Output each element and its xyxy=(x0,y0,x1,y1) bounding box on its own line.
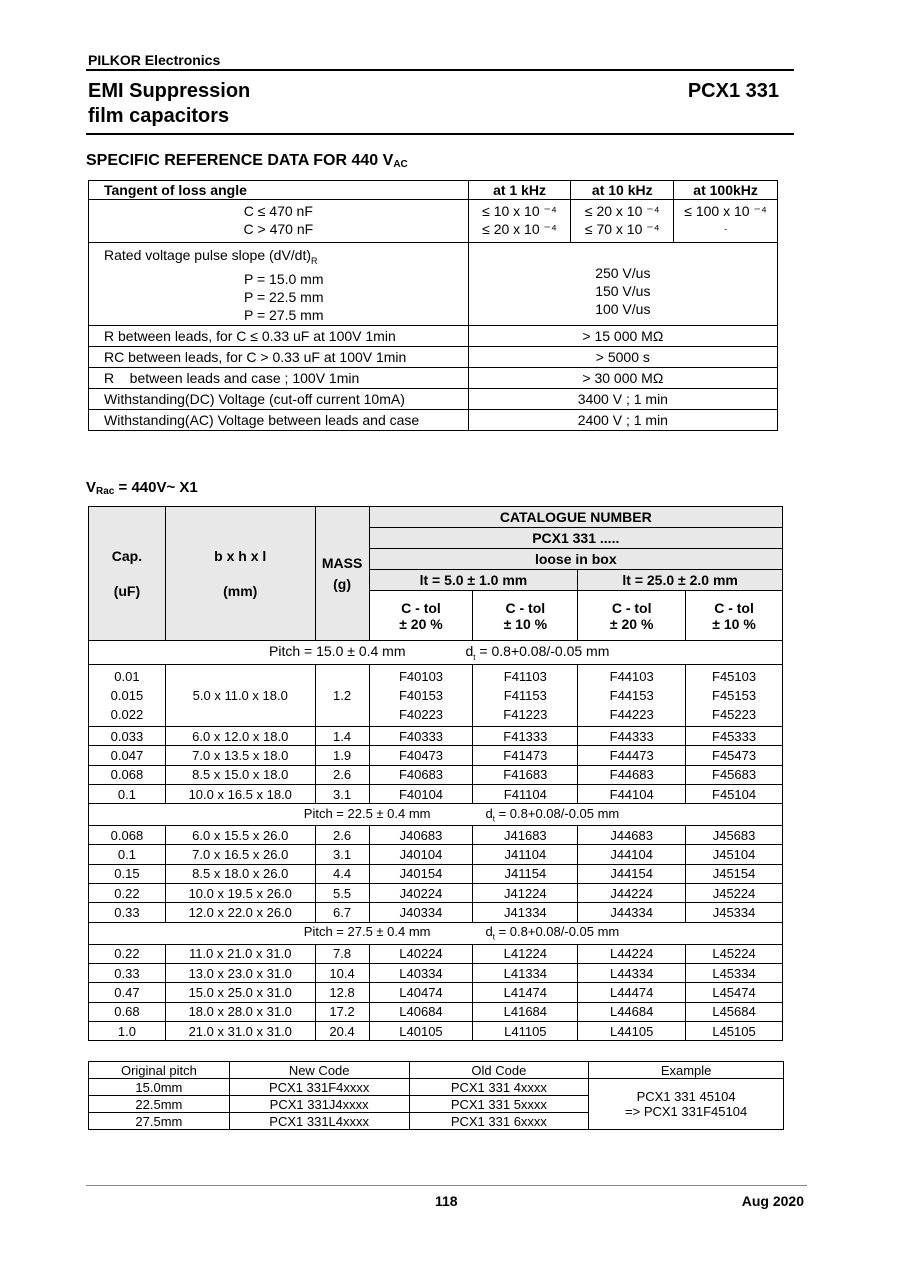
header-tol-20: C - tol ± 20 % xyxy=(578,591,686,641)
pitch-label: Pitch = 15.0 ± 0.4 mm xyxy=(269,643,406,660)
code-conversion-table xyxy=(88,1061,784,1130)
spec-row-label: Withstanding(AC) Voltage between leads and case xyxy=(89,409,469,430)
header-tol-10: C - tol ± 10 % xyxy=(473,591,578,641)
spec-header-10khz: at 10 kHz xyxy=(571,181,674,200)
pulse-values xyxy=(468,243,777,326)
header-mass-unit: (g) xyxy=(333,576,352,592)
tan-value: ≤ 20 x 10 ⁻⁴ xyxy=(584,203,660,219)
header-rule-top xyxy=(86,69,794,71)
pulse-value: 150 V/us xyxy=(595,283,651,299)
table-row: 0.15 8.5 x 18.0 x 26.0 4.4 J40154 J41154 J44154 J45154 xyxy=(89,864,783,883)
header-lead-length-25: lt = 25.0 ± 2.0 mm xyxy=(578,570,783,591)
company-name: PILKOR Electronics xyxy=(88,52,221,68)
header-dim-label: b x h x l xyxy=(214,547,267,564)
code-header: Old Code xyxy=(409,1062,589,1079)
header-mass-label: MASS xyxy=(321,555,363,571)
code-header: Example xyxy=(589,1062,784,1079)
table-row: 0.068 8.5 x 15.0 x 18.0 2.6 F40683 F41683 F44683 F45683 xyxy=(89,765,783,784)
page-number: 118 xyxy=(435,1193,458,1209)
tan-labels xyxy=(89,200,469,243)
pitch-row xyxy=(89,641,783,665)
header-dim-unit: (mm) xyxy=(223,582,258,599)
pitch-row xyxy=(89,804,783,826)
spec-row xyxy=(89,367,778,388)
tan-100khz xyxy=(674,200,778,243)
pitch-label: Pitch = 22.5 ± 0.4 mm xyxy=(303,805,431,821)
code-row: 27.5mm PCX1 331L4xxxx PCX1 331 6xxxx xyxy=(89,1113,784,1130)
spec-row-label: RC between leads, for C > 0.33 uF at 100V 1min xyxy=(89,346,469,367)
pitch-row xyxy=(89,922,783,944)
code-header-row xyxy=(89,1062,784,1079)
table-row: 0.33 12.0 x 22.0 x 26.0 6.7 J40334 J41334 J44334 J45334 xyxy=(89,903,783,922)
table-row: 0.1 10.0 x 16.5 x 18.0 3.1 F40104 F41104 F44104 F45104 xyxy=(89,784,783,803)
table-row: 1.0 21.0 x 31.0 x 31.0 20.4 L40105 L41105 L44105 L45105 xyxy=(89,1021,783,1040)
tan-value: ≤ 70 x 10 ⁻⁴ xyxy=(584,221,660,237)
spec-header-tangent: Tangent of loss angle xyxy=(89,181,469,200)
table-row: 0.068 6.0 x 15.5 x 26.0 2.6 J40683 J41683 J44683 J45683 xyxy=(89,826,783,845)
pulse-pitch: P = 27.5 mm xyxy=(244,306,324,323)
table-row-merged xyxy=(89,665,783,727)
table-row: 0.22 11.0 x 21.0 x 31.0 7.8 L40224 L41224 L44224 L45224 xyxy=(89,944,783,963)
code-header: New Code xyxy=(229,1062,409,1079)
spec-row-label: R between leads, for C ≤ 0.33 uF at 100V 1min xyxy=(89,325,469,346)
document-title-line1: EMI Suppression xyxy=(88,80,251,102)
spec-table xyxy=(88,180,778,431)
spec-row-value: 3400 V ; 1 min xyxy=(468,388,777,409)
code-example: PCX1 331 45104 => PCX1 331F45104 xyxy=(589,1079,784,1130)
code-values: F40103 F40153 F40223 xyxy=(369,665,473,727)
document-title-line2: film capacitors xyxy=(88,105,230,127)
header-cap-unit: (uF) xyxy=(113,582,141,599)
spec-row xyxy=(89,346,778,367)
tan-rows xyxy=(89,200,778,243)
pulse-pitch: P = 22.5 mm xyxy=(244,288,324,305)
code-row: 22.5mm PCX1 331J4xxxx PCX1 331 5xxxx xyxy=(89,1096,784,1113)
code-header: Original pitch xyxy=(89,1062,230,1079)
table-row: 0.22 10.0 x 19.5 x 26.0 5.5 J40224 J41224 J44224 J45224 xyxy=(89,884,783,903)
code-values: F44103 F44153 F44223 xyxy=(578,665,686,727)
tan-label: C > 470 nF xyxy=(243,221,314,237)
table-row: 0.033 6.0 x 12.0 x 18.0 1.4 F40333 F41333 F44333 F45333 xyxy=(89,727,783,746)
pulse-value: 250 V/us xyxy=(595,265,651,281)
spec-row-label: Withstanding(DC) Voltage (cut-off current 10mA) xyxy=(89,388,469,409)
header-rule-bottom xyxy=(86,133,794,135)
pulse-label: Rated voltage pulse slope $(dV/dt)_R$ xyxy=(104,247,318,266)
spec-header-100khz: at 100kHz xyxy=(674,181,778,200)
spec-row-value: > 30 000 MΩ xyxy=(468,367,777,388)
spec-row-value: 2400 V ; 1 min xyxy=(468,409,777,430)
pitch-label: Pitch = 27.5 ± 0.4 mm xyxy=(303,924,431,940)
code-values: F45103 F45153 F45223 xyxy=(686,665,783,727)
header-tol-10: C - tol ± 10 % xyxy=(686,591,783,641)
catalogue-table xyxy=(88,506,783,1041)
tan-value: ≤ 20 x 10 ⁻⁴ xyxy=(482,221,557,237)
pulse-row xyxy=(89,243,778,326)
lead-diameter: $d_t = 0.8+0.08/-0.05$ mm xyxy=(465,643,610,662)
dim-value: 5.0 x 11.0 x 18.0 xyxy=(165,665,315,727)
spec-row-label: R between leads and case ; 100V 1min xyxy=(89,367,469,388)
publication-date: Aug 2020 xyxy=(741,1193,804,1209)
header-packing: loose in box xyxy=(369,549,782,570)
tan-value: - xyxy=(724,224,728,234)
pulse-pitch: P = 15.0 mm xyxy=(244,270,324,287)
spec-heading: SPECIFIC REFERENCE DATA FOR 440 $V_{AC}$ xyxy=(86,152,408,170)
header-catalogue-number: CATALOGUE NUMBER xyxy=(369,507,782,528)
cap-values: 0.01 0.015 0.022 xyxy=(89,665,166,727)
code-values: F41103 F41153 F41223 xyxy=(473,665,578,727)
header-cap-label: Cap. xyxy=(111,547,143,564)
catalogue-heading: $V_{Rac}$ = 440V~ X1 xyxy=(86,479,198,497)
tan-label: C ≤ 470 nF xyxy=(243,203,313,219)
footer-rule xyxy=(86,1185,807,1186)
header-lead-length-5: lt = 5.0 ± 1.0 mm xyxy=(369,570,578,591)
tan-1khz xyxy=(468,200,571,243)
header-tol-20: C - tol ± 20 % xyxy=(369,591,473,641)
header-cap xyxy=(89,507,166,641)
spec-header-1khz: at 1 kHz xyxy=(468,181,571,200)
table-row: 0.47 15.0 x 25.0 x 31.0 12.8 L40474 L41474 L44474 L45474 xyxy=(89,983,783,1002)
pulse-value: 100 V/us xyxy=(595,301,651,317)
tan-value: ≤ 10 x 10 ⁻⁴ xyxy=(482,203,557,219)
header-series: PCX1 331 ..... xyxy=(369,528,782,549)
spec-header-row xyxy=(89,181,778,200)
table-row: 0.33 13.0 x 23.0 x 31.0 10.4 L40334 L41334 L44334 L45334 xyxy=(89,963,783,982)
pitch-15 xyxy=(89,641,783,665)
pulse-labels xyxy=(89,243,469,326)
table-row: 0.1 7.0 x 16.5 x 26.0 3.1 J40104 J41104 J44104 J45104 xyxy=(89,845,783,864)
tan-10khz xyxy=(571,200,674,243)
spec-row xyxy=(89,325,778,346)
pitch-22-5 xyxy=(89,804,783,826)
lead-diameter: $d_t = 0.8+0.08/-0.05$ mm xyxy=(485,805,620,824)
header-mass xyxy=(315,507,369,641)
tan-value: ≤ 100 x 10 ⁻⁴ xyxy=(684,203,767,219)
header-dimensions xyxy=(165,507,315,641)
code-row: 15.0mm PCX1 331F4xxxx PCX1 331 4xxxx PCX1 331 45104 => PCX1 331F45104 xyxy=(89,1079,784,1096)
lead-diameter: $d_t = 0.8+0.08/-0.05$ mm xyxy=(485,924,620,942)
spec-row-value: > 5000 s xyxy=(468,346,777,367)
pitch-27-5 xyxy=(89,922,783,944)
table-row: 0.68 18.0 x 28.0 x 31.0 17.2 L40684 L41684 L44684 L45684 xyxy=(89,1002,783,1021)
mass-value: 1.2 xyxy=(315,665,369,727)
table-row: 0.047 7.0 x 13.5 x 18.0 1.9 F40473 F41473 F44473 F45473 xyxy=(89,746,783,765)
product-code: PCX1 331 xyxy=(687,80,779,102)
spec-row xyxy=(89,388,778,409)
spec-row-value: > 15 000 MΩ xyxy=(468,325,777,346)
spec-row xyxy=(89,409,778,430)
cat-header-row xyxy=(89,507,783,528)
